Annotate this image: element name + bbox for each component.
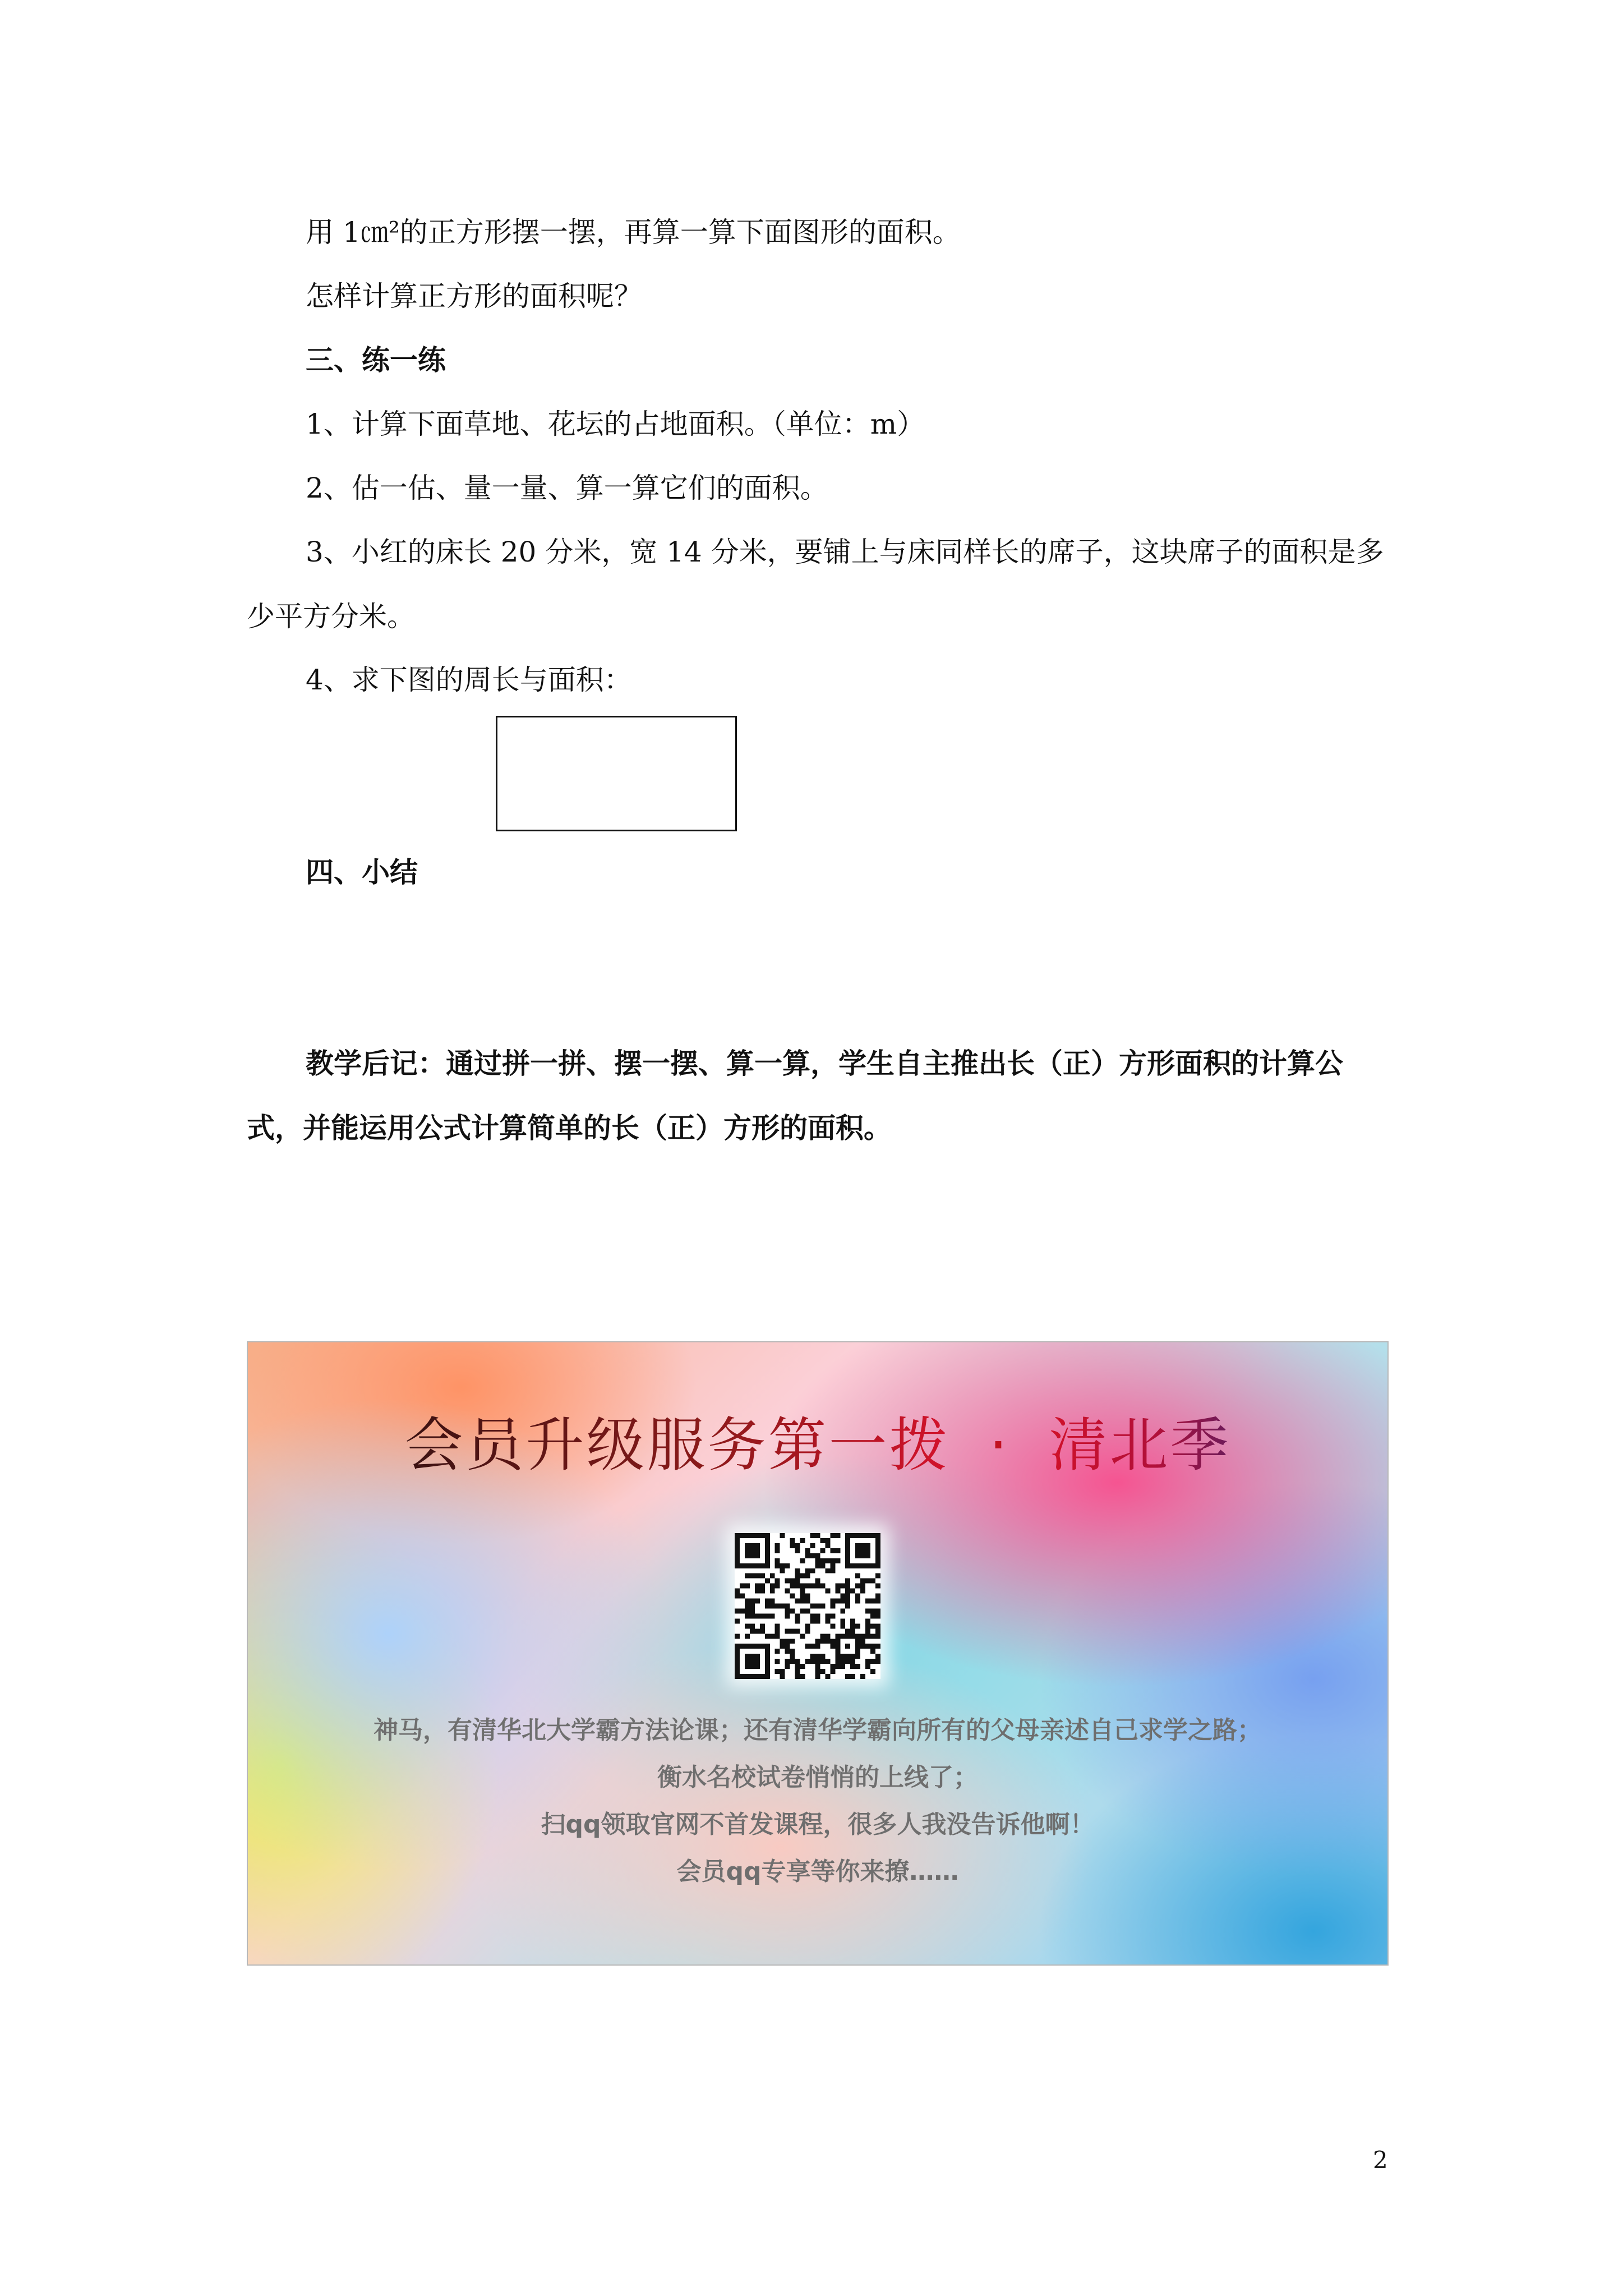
banner-title	[248, 1409, 1387, 1481]
promo-banner[interactable]	[247, 1341, 1389, 1966]
exercise-1: 1、计算下面草地、花坛的占地面积。（单位：m）	[306, 408, 925, 440]
section-heading-summary: 四、小结	[306, 855, 418, 889]
teaching-notes: 教学后记：通过拼一拼、摆一摆、算一算，学生自主推出长（正）方形面积的计算公式，并能运用公式计算简单的长（正）方形的面积。	[247, 1047, 1343, 1144]
banner-text-line: 神马，有清华北大学霸方法论课；还有清华学霸向所有的父母亲述自己求学之路；	[374, 1716, 1262, 1745]
instruction-line-1: 用 1㎝²的正方形摆一摆，再算一算下面图形的面积。	[306, 216, 961, 249]
banner-text-line: 衡水名校试卷悄悄的上线了；	[657, 1763, 978, 1792]
banner-title-separator: ·	[989, 1411, 1010, 1479]
instruction-line-2: 怎样计算正方形的面积呢？	[306, 280, 642, 312]
rectangle-figure	[496, 716, 737, 831]
exercise-4: 4、求下图的周长与面积：	[306, 664, 632, 696]
banner-text-line: 扫qq领取官网不首发课程，很多人我没告诉他啊！	[541, 1810, 1095, 1839]
banner-text	[248, 1707, 1387, 1895]
qr-code[interactable]	[735, 1533, 880, 1679]
exercise-2: 2、估一估、量一量、算一算它们的面积。	[306, 472, 828, 504]
exercise-3: 3、小红的床长 20 分米，宽 14 分米，要铺上与床同样长的席子，这块席子的面积是多少平方分米。	[247, 536, 1384, 633]
page-number: 2	[1373, 2146, 1388, 2174]
qr-code-icon	[735, 1533, 880, 1679]
section-heading-practice: 三、练一练	[306, 343, 446, 376]
banner-title-season: 清北季	[1049, 1411, 1231, 1479]
banner-title-main: 会员升级服务第一拨	[404, 1411, 950, 1479]
banner-text-line: 会员qq专享等你来撩……	[676, 1857, 959, 1886]
